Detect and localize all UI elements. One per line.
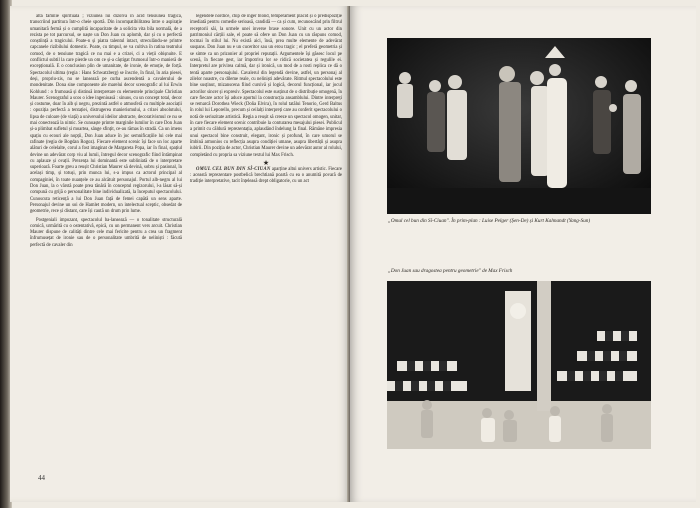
section-heading-tail: aparține altui univers artistic. Fiecare : această reprezentare postbelică brechtiană poartă cu ea o anumită povară de tradiție interpretative, tacit înțeleasă drept obligatorie, cu un act <box>190 166 342 185</box>
left-page-column-1 <box>30 14 182 466</box>
photo-top-caption: „Omul cel bun din Sî-Ciuan". În prim-plan : Luise Pelger (Șen-De) și Kurt Kalmandt (Yang-Sun) <box>388 218 591 224</box>
right-page <box>350 6 696 502</box>
photo-bottom-caption: „Don Juan sau dragostea pentru geometrie" de Max Frisch <box>388 268 513 274</box>
section-start <box>190 167 342 186</box>
section-divider-star: ★ <box>262 158 270 167</box>
photo-omul-cel-bun <box>387 38 651 214</box>
photo-don-juan <box>387 281 651 449</box>
section-heading: OMUL CEL BUN DIN SÎ-CIUAN <box>196 166 271 172</box>
column-1-after-text: Postgeniali impozant, spectacolul ba-lansează — o tonalitate structurală comică, urmărită cu o ostentativă, epică, cu un permanent vers arcuit. Christian Maurer dispune de calități dintre cele mai fericite pentru a crea un fragment înfrumusețat de ironie sau de o personalitate umbrită de neliniști : făcută perfectă de cavaler din <box>30 217 182 248</box>
stage-photo-2-image <box>387 281 651 449</box>
stage-photo-1-image <box>387 38 651 214</box>
page-number: 44 <box>38 474 45 482</box>
column-1-text: altă familie spirituală ; viziunea lui dizolvă în acid tensiunea tragică, transcriind partitura într-o cheie sportă. Din incompatibilitatea între o aspirație umanitară fermă și o cumplită incapacitate de a solicita vita bila normală, de a rezista pe tot parcursul, se naște un Don Juan cu aplomb, dar și cu o perfectă conștiință a tragicului. Poate-n și piatra talentul intact, streculându-se printre capcanele rizibilului domestic. Poate, cu timpul, se va cultiva în ratina teatrului comod, de o tensiune tragică ce nu mai e a crizei, ci a vieții obișnuite. E conflictul subtil la care pierde un om ce și-a câștigat frumosul într-o manieră de excepțională. E o conclusion plin de umanitate, de ironie, de emoție, de forță. Spectacolul ultima (regia : Hans Schwatzberg) se înscrie, în final, în aria piesei, deși, propriu-zis, nu se lansează pe curba ascendentă a cavalerului de mondenitate. Dona sine componente ale marelui decor scenografic al lui Erwin Kohlund : o frumoasă și distinsă interpretare cu elementele principale Christian Maurer. Scenograful a scos o idee ingenioasă : sinuos, cu un concept total, decor și costume, doar în alb și negru, prezintă astfel o atmosferă cu multiple asociații : opoziția perfectă a tentației, distrugerea manierismului, a crizei absolutului, lipsa de culoare (de viață) a universului ideilor abstracte, decorativismul ce nu se mai conectează la nimic. Se cunoaște printre marginile lumilor în care Don Juan și-a plimbat sufletul și moartea, sânge sfințit, ce-au rămas în stradă. Ca un imens spațiu cu ecouri ale nopții, Don Juan aduce în joc semnificațiile lui cele mai rafinate (regia de Bogdan Rogoz). Fiecare element scenic își face un loc aparte alături de celelalte, corul a fost imaginat de Margareta Popa, iar în final, spațiul devine un adevărat corp viu al lumii, întregul decor scenografic fiind întâmpinat cu aplauze și ovații. Prezența lui dominantă este subliniată de o interpretare superioară. Foarte greu a reușit Christian Maurer să devină, sobru și pasional, în același timp, și totuși, prin munca lui, s-a impus ca actorul principal al compaginiei, în toate nuanțele ce au alcătuit personajul. Portul alb-negru al lui Don Juan, la o vârstă poate prea tânără în conceptul regizorului, l-a lăsat să-și compună cu grijă o personalitate bine individualizată, la începutul spectacolului. Cunoscuta reticență a lui Don Juan față de femei capătă un sens aparte. Personajul devine un soi de Hamlet modern, un intelectual sceptic, obsedat de geometrie, rece și distant, care își caută un drum prin lume. <box>30 14 182 215</box>
left-page-column-2 <box>190 14 342 498</box>
column-2-text: legendele nordice, chip de înger blond, temperament placid și o predispoziție imediată pentru comedie serioasă, candidă — ca și cum, recunoscând prin filtrul receptorii săi, la urmele unei inverse brase sonore. Unit cu un actor din patrimoniul cărțiii sale, el poate să ofere un Don Juan cu un răspuns comod, tocmai în stilul lui. Nu există aici, însă, prea multe elemente de adevărat suspans. Don Juan nu e un cuceritor sau un erou tragic ; el preferă geometria și se simte ca un prizonier al propriei reputații. Argumentele își găsesc locul pe scenă, în fiecare gest, iar împotriva lor se ridică societatea și regulile ei. Interpretul are privirea calmă, dar și ironică, un mod de a rosti replica ce dă o tentă aparte personajului. Cavalerul din legendă devine, astfel, un personaj al zilelor noastre, cu dileme reale, cu neliniști adevărate. Ritmul spectacolului este bine susținut, mizanscena fiind cursivă și logică, decorul funcțional, iar jocul actorilor sincer și expresiv. Spectacolul este susținut de o distribuție omogenă, în care fiecare actor își aduce aportul la construcția ansamblului. Dintre interpreți se remarcă Dorothea Wieck (Doña Elvira), în rolul tatălui Tenorio, Gerd Baltus în rolul lui Leporello, precum și ceilalți interpreți care au conferit spectacolului o notă de seriozitate artistică. Regia a reușit să creeze un spectacol omogen, unitar, în care fiecare element scenic contribuie la conturarea mesajului piesei. Publicul a primit cu căldură reprezentația, aplaudând îndelung la final. Rămâne impresia unui spectacol bine construit, elegant, ironic și profund, în care umorul se îmbină armonios cu reflecția asupra condiției umane, asupra libertății și asupra iubirii. Din poziția de actor, Christian Maurer devine un adevărat autor al rolului, completând cu propria sa viziune textul lui Max Frisch. <box>190 14 342 158</box>
left-page <box>10 6 350 502</box>
